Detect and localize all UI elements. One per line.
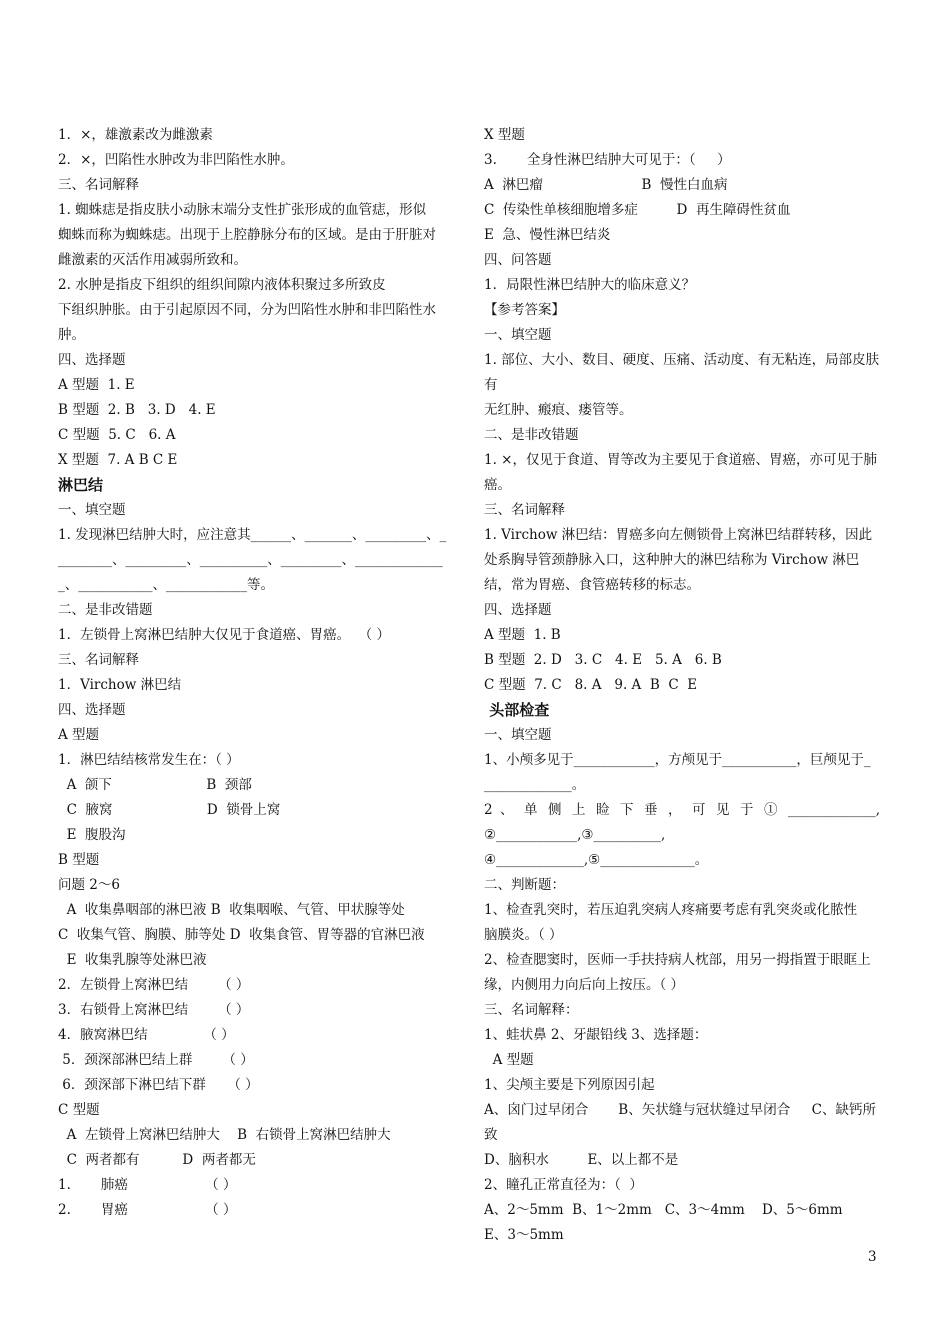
right-text-line: ②____________,③__________, bbox=[484, 827, 666, 843]
left-text-line: 1．×，雄激素改为雌激素 bbox=[58, 127, 213, 143]
right-text-line: D、脑积水 E、以上都不是 bbox=[484, 1152, 679, 1168]
left-text-line: 下组织肿胀。由于引起原因不同，分为凹陷性水肿和非凹陷性水 bbox=[58, 302, 436, 318]
left-text-line: E 收集乳腺等处淋巴液 bbox=[58, 952, 207, 968]
left-text-line: 2. 胃癌 （ ） bbox=[58, 1202, 237, 1218]
left-text-line: 1. 发现淋巴结肿大时，应注意其______、_______、_________、_ bbox=[58, 527, 447, 543]
right-text-line: 1. ×，仅见于食道、胃等改为主要见于食道癌、胃癌，亦可见于肺 bbox=[484, 452, 877, 468]
right-text-line: 1. 部位、大小、数目、硬度、压痛、活动度、有无粘连，局部皮肤有 bbox=[484, 352, 880, 393]
left-column bbox=[58, 123, 453, 1223]
right-text-line: C 传染性单核细胞增多症 D 再生障碍性贫血 bbox=[484, 202, 791, 218]
left-text-line: C 两者都有 D 两者都无 bbox=[58, 1152, 256, 1168]
right-text-line: 三、名词解释： bbox=[484, 1002, 579, 1018]
right-text-line: 一、填空题 bbox=[484, 727, 552, 743]
left-text-line: _、___________、____________等。 bbox=[58, 577, 274, 593]
left-text-line: ________、_________、__________、_________、_____________ bbox=[58, 552, 443, 568]
left-text-line: 2. 水肿是指皮下组织的组织间隙内液体积聚过多所致皮 bbox=[58, 277, 386, 293]
left-text-line: 蜘蛛而称为蜘蛛痣。出现于上腔静脉分布的区域。是由于肝脏对 bbox=[58, 227, 436, 243]
right-text-line: 结，常为胃癌、食管癌转移的标志。 bbox=[484, 577, 700, 593]
right-text-line: 无红肿、瘢痕、瘘管等。 bbox=[484, 402, 633, 418]
left-text-line: X 型题 7. A B C E bbox=[58, 452, 178, 468]
left-text-line: 雌激素的灭活作用减弱所致和。 bbox=[58, 252, 247, 268]
left-text-line: 三、名词解释 bbox=[58, 652, 139, 668]
right-text-line: X 型题 bbox=[484, 127, 525, 143]
left-text-line: A 颌下 B 颈部 bbox=[58, 777, 252, 793]
right-text-line: 致 bbox=[484, 1127, 498, 1143]
left-text-line: C 腋窝 D 锁骨上窝 bbox=[58, 802, 281, 818]
right-text-line: 处系胸导管颈静脉入口，这种肿大的淋巴结称为 Virchow 淋巴 bbox=[484, 552, 860, 568]
right-text-line: 1. Virchow 淋巴结：胃癌多向左侧锁骨上窝淋巴结群转移，因此 bbox=[484, 527, 873, 543]
right-text-line: B 型题 2. D 3. C 4. E 5. A 6. B bbox=[484, 652, 722, 668]
right-column bbox=[484, 123, 880, 1248]
left-text-line: A 型题 bbox=[58, 727, 100, 743]
right-text-line: 缘，内侧用力向后向上按压。（ ） bbox=[484, 977, 685, 993]
right-text-line: A、囟门过早闭合 B、矢状缝与冠状缝过早闭合 C、缺钙所 bbox=[484, 1102, 876, 1118]
right-text-line: 1、检查乳突时，若压迫乳突病人疼痛要考虑有乳突炎或化脓性 bbox=[484, 902, 858, 918]
right-text-line: 四、问答题 bbox=[484, 252, 552, 268]
left-text-line: C 型题 5. C 6. A bbox=[58, 427, 176, 443]
left-text-line: 四、选择题 bbox=[58, 352, 126, 368]
right-text-line: 1、尖颅主要是下列原因引起 bbox=[484, 1077, 655, 1093]
right-text-line: 二、是非改错题 bbox=[484, 427, 579, 443]
right-text-line: A、2～5mm B、1～2mm C、3～4mm D、5～6mm bbox=[484, 1202, 843, 1218]
right-text-line: 1、小颅多见于____________，方颅见于___________，巨颅见于_ bbox=[484, 752, 871, 768]
left-text-line: C 型题 bbox=[58, 1102, 100, 1118]
right-text-line: 2、检查腮窦时，医师一手扶持病人枕部，用另一拇指置于眼眶上 bbox=[484, 952, 871, 968]
right-text-line: 一、填空题 bbox=[484, 327, 552, 343]
right-text-line: A 型题 bbox=[484, 1052, 534, 1068]
right-text-line: 1．局限性淋巴结肿大的临床意义？ bbox=[484, 277, 696, 293]
left-text-line: 5．颈深部淋巴结上群 （ ） bbox=[58, 1052, 254, 1068]
page-number: 3 bbox=[868, 1249, 877, 1265]
right-text-line: ④_____________,⑤______________。 bbox=[484, 852, 709, 868]
right-text-line: E、3～5mm bbox=[484, 1227, 564, 1243]
right-text-line: 1、蛙状鼻 2、牙龈铅线 3、选择题： bbox=[484, 1027, 708, 1043]
left-text-line: A 型题 1. E bbox=[58, 377, 135, 393]
right-text-line: C 型题 7. C 8. A 9. A B C E bbox=[484, 677, 698, 693]
left-text-line: A 左锁骨上窝淋巴结肿大 B 右锁骨上窝淋巴结肿大 bbox=[58, 1127, 391, 1143]
left-text-line: 2．左锁骨上窝淋巴结 （ ） bbox=[58, 977, 250, 993]
right-text-line: 四、选择题 bbox=[484, 602, 552, 618]
right-text-line: 2 、 单 侧 上 睑 下 垂 ， 可 见 于 ① _____________, bbox=[484, 802, 880, 818]
right-text-line: A 淋巴瘤 B 慢性白血病 bbox=[484, 177, 728, 193]
left-text-line: 1. 蜘蛛痣是指皮肤小动脉末端分支性扩张形成的血管痣，形似 bbox=[58, 202, 427, 218]
left-text-line: 3．右锁骨上窝淋巴结 （ ） bbox=[58, 1002, 250, 1018]
left-text-line: 1．淋巴结结核常发生在：（ ） bbox=[58, 752, 240, 768]
left-text-line: 1．左锁骨上窝淋巴结肿大仅见于食道癌、胃癌。 （ ） bbox=[58, 627, 390, 643]
left-text-line: 问题 2～6 bbox=[58, 877, 120, 893]
right-text-line: 二、判断题： bbox=[484, 877, 565, 893]
left-text-line: 4．腋窝淋巴结 （ ） bbox=[58, 1027, 235, 1043]
right-text-line: E 急、慢性淋巴结炎 bbox=[484, 227, 611, 243]
left-text-line: B 型题 bbox=[58, 852, 100, 868]
right-text-line: 2、瞳孔正常直径为：（ ） bbox=[484, 1177, 643, 1193]
right-text-line: A 型题 1. B bbox=[484, 627, 561, 643]
right-text-line: 脑膜炎。（ ） bbox=[484, 927, 563, 943]
right-text-line: _____________。 bbox=[484, 777, 586, 793]
left-text-line: E 腹股沟 bbox=[58, 827, 126, 843]
right-text-line: 头部检查 bbox=[484, 701, 550, 719]
left-text-line: B 型题 2. B 3. D 4. E bbox=[58, 402, 216, 418]
left-text-line: 三、名词解释 bbox=[58, 177, 139, 193]
right-text-line: 【参考答案】 bbox=[484, 302, 565, 318]
right-text-line: 三、名词解释 bbox=[484, 502, 565, 518]
left-text-line: 四、选择题 bbox=[58, 702, 126, 718]
left-text-line: C 收集气管、胸膜、肺等处 D 收集食管、胃等器的官淋巴液 bbox=[58, 927, 425, 943]
left-text-line: A 收集鼻咽部的淋巴液 B 收集咽喉、气管、甲状腺等处 bbox=[58, 902, 405, 918]
left-text-line: 一、填空题 bbox=[58, 502, 126, 518]
right-text-line: 3. 全身性淋巴结肿大可见于：（ ） bbox=[484, 152, 731, 168]
right-text-line: 癌。 bbox=[484, 477, 511, 493]
left-text-line: 2．×，凹陷性水肿改为非凹陷性水肿。 bbox=[58, 152, 294, 168]
left-text-line: 6．颈深部下淋巴结下群 （ ） bbox=[58, 1077, 259, 1093]
left-text-line: 淋巴结 bbox=[58, 476, 104, 494]
left-text-line: 1. 肺癌 （ ） bbox=[58, 1177, 237, 1193]
left-text-line: 1．Virchow 淋巴结 bbox=[58, 677, 182, 693]
left-text-line: 肿。 bbox=[58, 327, 85, 343]
left-text-line: 二、是非改错题 bbox=[58, 602, 153, 618]
